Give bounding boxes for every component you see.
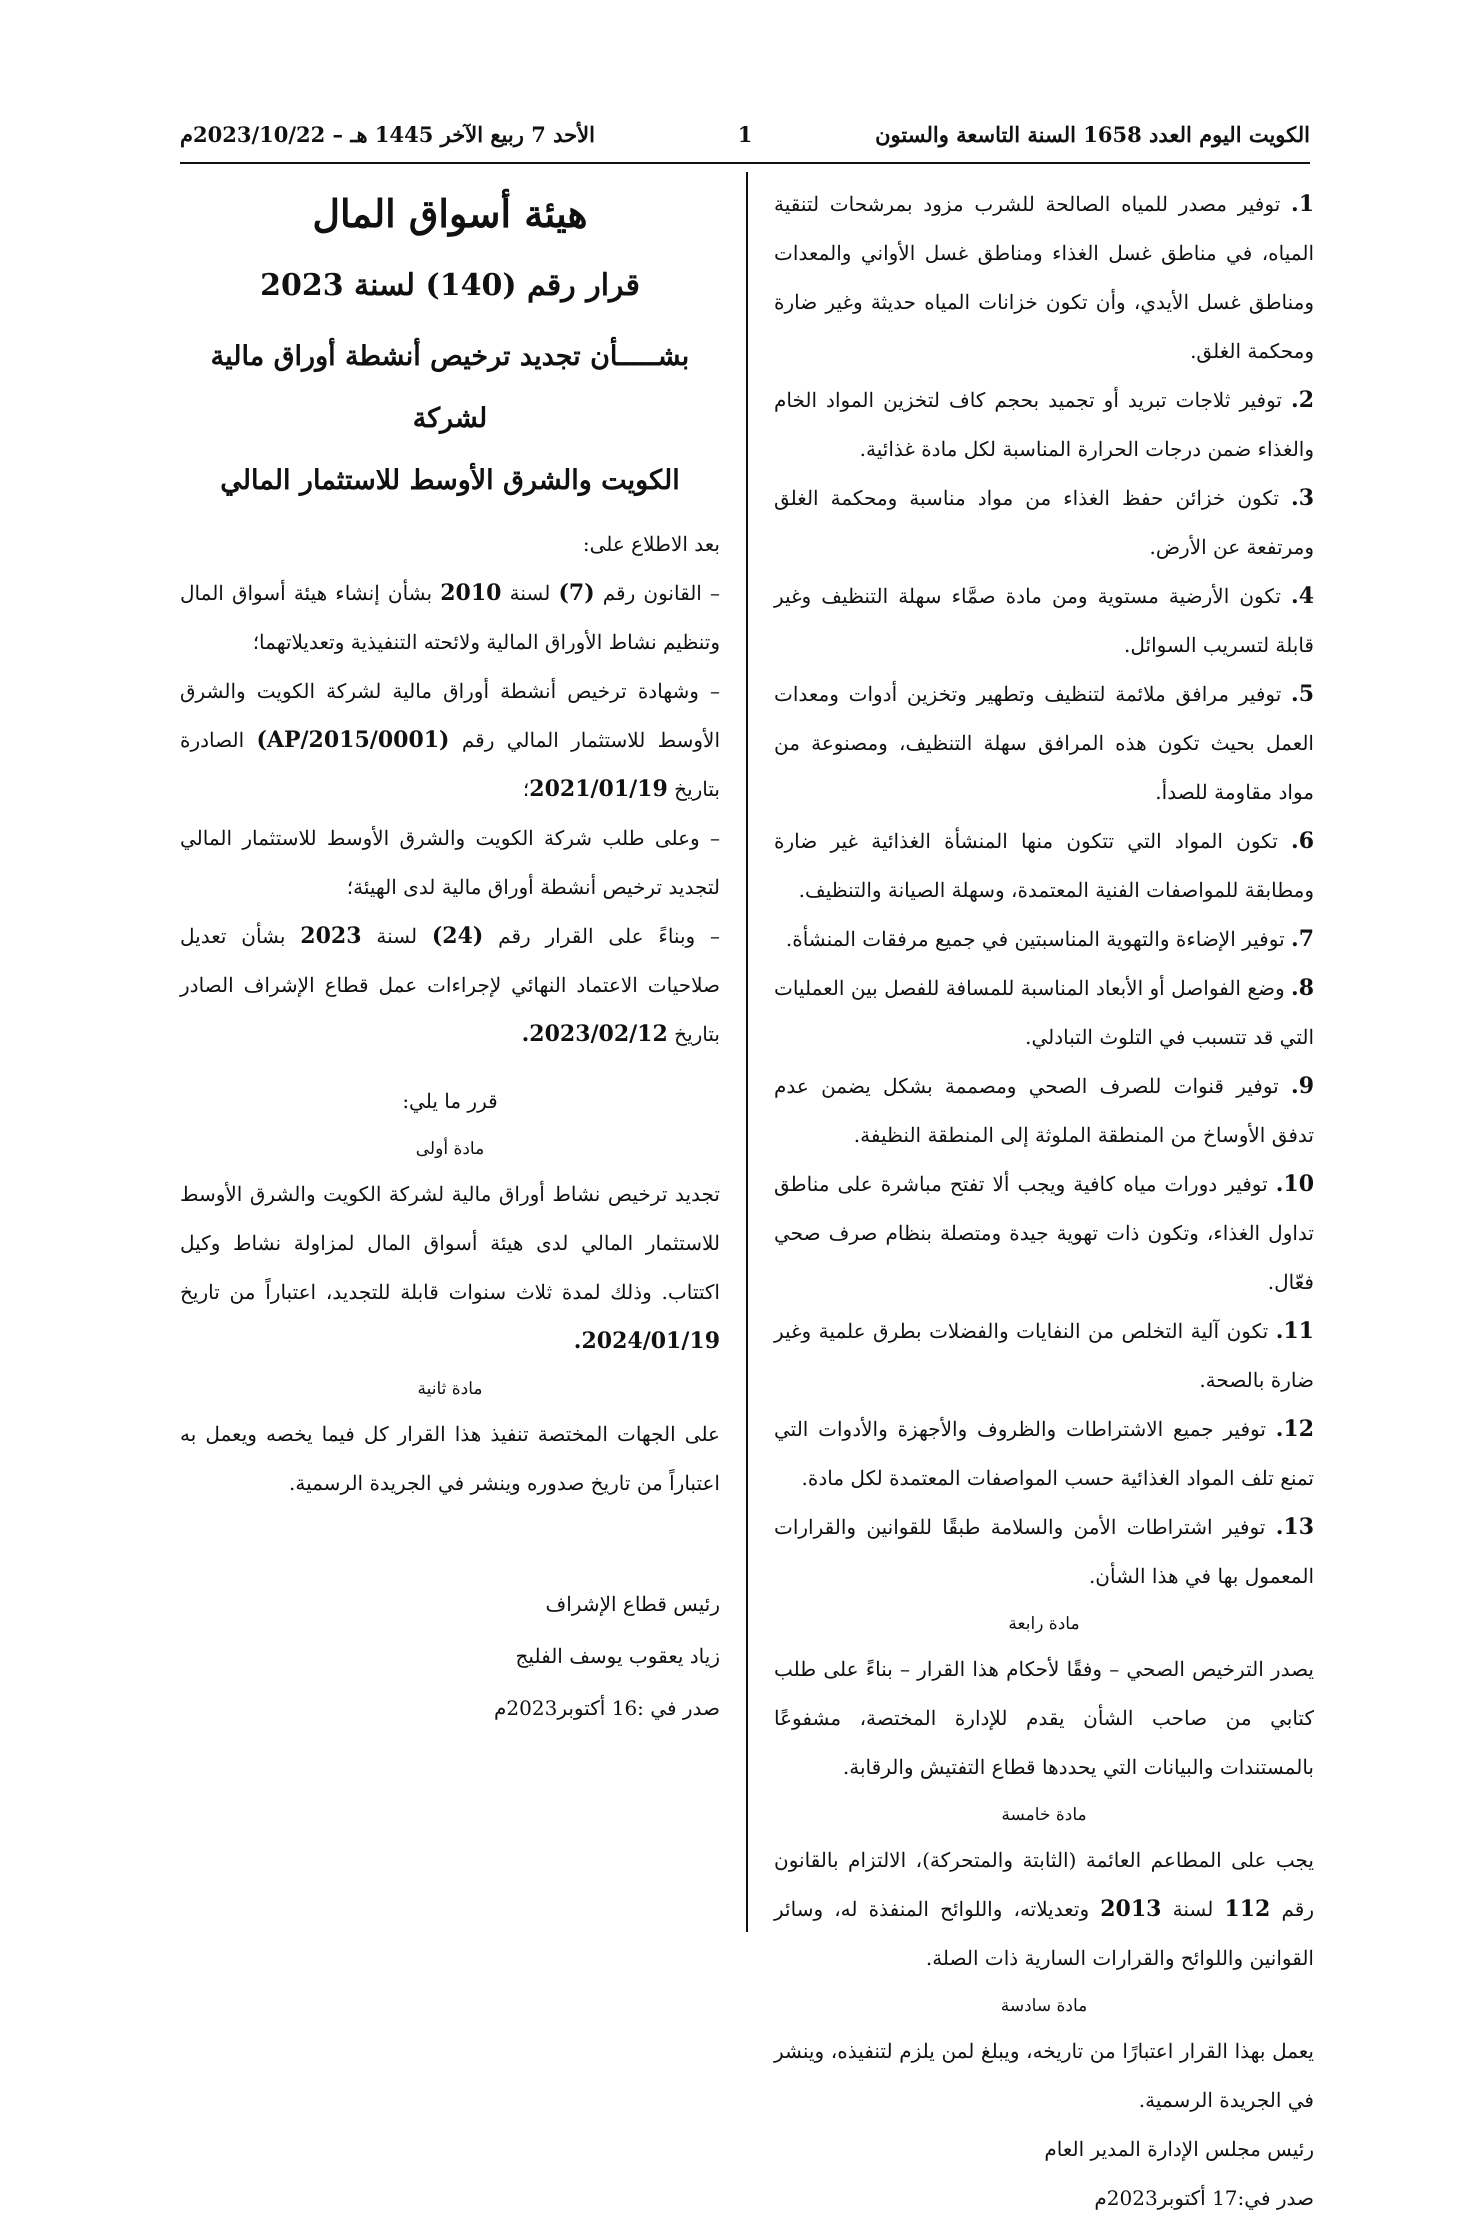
requirement-number: 4. xyxy=(1291,583,1315,609)
requirement-number: 9. xyxy=(1291,1073,1314,1099)
requirement-text: تكون المواد التي تتكون منها المنشأة الغذائية غير ضارة ومطابقة للمواصفات الفنية المعتمدة، وسهلة الصيانة والتنظيف. xyxy=(774,829,1314,902)
article1-text-a: تجديد ترخيص نشاط أوراق مالية لشركة الكويت والشرق الأوسط للاستثمار المالي لدى هيئة أسواق المال لمزاولة نشاط وكيل اكتتاب. وذلك لمدة ثلاث سنوات قابلة للتجديد، اعتباراً من تاريخ xyxy=(180,1182,720,1304)
recital-4 xyxy=(180,912,720,1059)
left-signer-title: رئيس قطاع الإشراف xyxy=(545,1592,720,1616)
recital-4-date: 2023/02/12. xyxy=(521,1021,668,1047)
page-number: 1 xyxy=(737,122,753,147)
requirement-number: 5. xyxy=(1291,681,1315,707)
requirement-item xyxy=(774,180,1314,376)
requirement-text: توفير اشتراطات الأمن والسلامة طبقًا للقوانين والقرارات المعمول بها في هذا الشأن. xyxy=(774,1515,1314,1588)
requirement-number: 10. xyxy=(1275,1171,1315,1197)
requirement-number: 7. xyxy=(1291,926,1314,952)
requirement-text: وضع الفواصل أو الأبعاد المناسبة للمسافة للفصل بين العمليات التي قد تتسبب في التلوث التبادلي. xyxy=(774,976,1314,1049)
requirement-number: 1. xyxy=(1291,191,1315,217)
left-issued-date: صدر في :16 أكتوبر2023م xyxy=(494,1696,720,1720)
requirement-text: توفير ثلاجات تبريد أو تجميد بحجم كاف لتخزين المواد الخام والغذاء ضمن درجات الحرارة المناسبة لكل مادة غذائية. xyxy=(774,388,1314,461)
article2-title: مادة ثانية xyxy=(417,1379,483,1399)
requirement-number: 3. xyxy=(1291,485,1314,511)
authority-title: هيئة أسواق المال xyxy=(312,191,588,236)
requirement-item xyxy=(774,572,1314,670)
article5-text-a: يجب على المطاعم العائمة (الثابتة والمتحركة)، الالتزام بالقانون رقم xyxy=(774,1848,1315,1921)
article2-text: على الجهات المختصة تنفيذ هذا القرار كل فيما يخصه ويعمل به اعتباراً من تاريخ صدوره وينشر في الجريدة الرسمية. xyxy=(180,1422,720,1495)
recital-1-c: لسنة xyxy=(509,581,551,605)
recital-2 xyxy=(180,667,720,814)
requirement-number: 2. xyxy=(1291,387,1314,413)
issue-info: الكويت اليوم العدد 1658 السنة التاسعة والستون xyxy=(875,122,1310,147)
requirement-item xyxy=(774,915,1314,964)
recital-1-a: – القانون رقم xyxy=(602,581,720,605)
recital-1-e: بشأن إنشاء هيئة أسواق المال وتنظيم نشاط الأوراق المالية ولائحته التنفيذية وتعديلاتهما؛ xyxy=(180,581,720,654)
left-signature-block xyxy=(180,1578,720,1734)
decision-subject-line2: الكويت والشرق الأوسط للاستثمار المالي xyxy=(220,465,680,496)
recital-2-date: 2021/01/19 xyxy=(529,776,668,802)
article4-text: يصدر الترخيص الصحي – وفقًا لأحكام هذا القرار – بناءً على طلب كتابي من صاحب الشأن يقدم للإدارة المختصة، مشفوعًا بالمستندات والبيانات التي يحددها قطاع التفتيش والرقابة. xyxy=(774,1657,1314,1779)
preamble: بعد الاطلاع على: xyxy=(582,532,720,556)
article1-date: 2024/01/19. xyxy=(573,1328,720,1354)
requirement-number: 12. xyxy=(1275,1416,1315,1442)
requirement-text: توفير الإضاءة والتهوية المناسبتين في جميع مرفقات المنشأة. xyxy=(785,927,1285,951)
recital-4-year: 2023 xyxy=(300,923,362,949)
article5-text-c: وتعديلاته، واللوائح المنفذة له، وسائر القوانين واللوائح والقرارات السارية ذات الصلة. xyxy=(774,1897,1314,1970)
recital-1-law-number: (7) xyxy=(558,580,595,606)
right-issued-date: صدر في:17 أكتوبر2023م xyxy=(1094,2186,1314,2210)
requirement-item xyxy=(774,1307,1314,1405)
requirements-list xyxy=(774,180,1314,1601)
resolved-heading: قرر ما يلي: xyxy=(402,1089,498,1113)
right-signer: رئيس مجلس الإدارة المدير العام xyxy=(1044,2137,1314,2161)
requirement-number: 11. xyxy=(1275,1318,1314,1344)
left-column xyxy=(180,180,720,1734)
decision-number: قرار رقم (140) لسنة 2023 xyxy=(260,268,640,303)
recital-2-license-number: (AP/2015/0001) xyxy=(256,727,450,753)
article5-title: مادة خامسة xyxy=(1001,1805,1087,1825)
requirement-text: تكون آلية التخلص من النفايات والفضلات بطرق علمية وغير ضارة بالصحة. xyxy=(774,1319,1314,1392)
article1-text xyxy=(180,1170,720,1366)
article1-title: مادة أولى xyxy=(415,1139,485,1159)
requirement-item xyxy=(774,1503,1314,1601)
recital-3: – وعلى طلب شركة الكويت والشرق الأوسط للاستثمار المالي لتجديد ترخيص أنشطة أوراق مالية لدى الهيئة؛ xyxy=(180,826,720,899)
recital-2-e: ؛ xyxy=(522,777,530,801)
requirement-item xyxy=(774,1062,1314,1160)
page-header xyxy=(180,118,1310,164)
recital-4-e: بشأن تعديل صلاحيات الاعتماد النهائي لإجراءات عمل قطاع الإشراف الصادر بتاريخ xyxy=(180,924,720,1046)
right-column xyxy=(774,180,1314,2223)
requirement-item xyxy=(774,474,1314,572)
article5-year: 2013 xyxy=(1100,1896,1162,1922)
article5-law-number: 112 xyxy=(1224,1896,1271,1922)
recital-2-c: الصادرة بتاريخ xyxy=(180,728,720,801)
decision-subject-line1: بشـــــأن تجديد ترخيص أنشطة أوراق مالية لشركة xyxy=(210,341,690,434)
requirement-text: توفير جميع الاشتراطات والظروف والأجهزة والأدوات التي تمنع تلف المواد الغذائية حسب المواصفات المعتمدة لكل مادة. xyxy=(774,1417,1314,1490)
requirement-text: تكون خزائن حفظ الغذاء من مواد مناسبة ومحكمة الغلق ومرتفعة عن الأرض. xyxy=(774,486,1314,559)
requirement-item xyxy=(774,670,1314,817)
requirement-item xyxy=(774,1405,1314,1503)
requirement-text: توفير مرافق ملائمة لتنظيف وتطهير وتخزين أدوات ومعدات العمل بحيث تكون هذه المرافق سهلة التنظيف، ومصنوعة من مواد مقاومة للصدأ. xyxy=(774,682,1314,804)
left-signer-name: زياد يعقوب يوسف الفليج xyxy=(515,1644,720,1668)
requirement-number: 6. xyxy=(1291,828,1314,854)
decision-subject xyxy=(180,326,720,512)
recital-1 xyxy=(180,569,720,667)
requirement-item xyxy=(774,817,1314,915)
recital-4-a: – وبناءً على القرار رقم xyxy=(498,924,720,948)
requirement-item xyxy=(774,376,1314,474)
issue-date: الأحد 7 ربيع الآخر 1445 هـ – 2023/10/22م xyxy=(180,122,595,147)
requirement-number: 13. xyxy=(1275,1514,1315,1540)
requirement-text: تكون الأرضية مستوية ومن مادة صمَّاء سهلة التنظيف وغير قابلة لتسريب السوائل. xyxy=(774,584,1314,657)
article5-text-b: لسنة xyxy=(1172,1897,1214,1921)
article5-text xyxy=(774,1836,1314,1983)
column-divider xyxy=(746,172,748,1932)
article4-title: مادة رابعة xyxy=(1008,1614,1080,1634)
recital-2-a: – وشهادة ترخيص أنشطة أوراق مالية لشركة الكويت والشرق الأوسط للاستثمار المالي رقم xyxy=(180,679,721,752)
recital-1-year: 2010 xyxy=(440,580,502,606)
article6-title: مادة سادسة xyxy=(1000,1996,1088,2016)
requirement-text: توفير قنوات للصرف الصحي ومصممة بشكل يضمن عدم تدفق الأوساخ من المنطقة الملوثة إلى المنطقة النظيفة. xyxy=(774,1074,1314,1147)
recital-4-decision-number: (24) xyxy=(431,923,484,949)
requirement-item xyxy=(774,1160,1314,1307)
requirement-number: 8. xyxy=(1291,975,1315,1001)
requirement-item xyxy=(774,964,1314,1062)
recital-4-c: لسنة xyxy=(376,924,418,948)
requirement-text: توفير دورات مياه كافية ويجب ألا تفتح مباشرة على مناطق تداول الغذاء، وتكون ذات تهوية جيدة ومتصلة بنظام صرف صحي فعّال. xyxy=(774,1172,1314,1294)
article6-text: يعمل بهذا القرار اعتبارًا من تاريخه، ويبلغ لمن يلزم لتنفيذه، وينشر في الجريدة الرسمية. xyxy=(774,2039,1314,2112)
requirement-text: توفير مصدر للمياه الصالحة للشرب مزود بمرشحات لتنقية المياه، في مناطق غسل الغذاء ومناطق غسل الأواني والمعدات ومناطق غسل الأيدي، وأن تكون خزانات المياه حديثة وغير ضارة ومحكمة الغلق. xyxy=(774,192,1314,363)
